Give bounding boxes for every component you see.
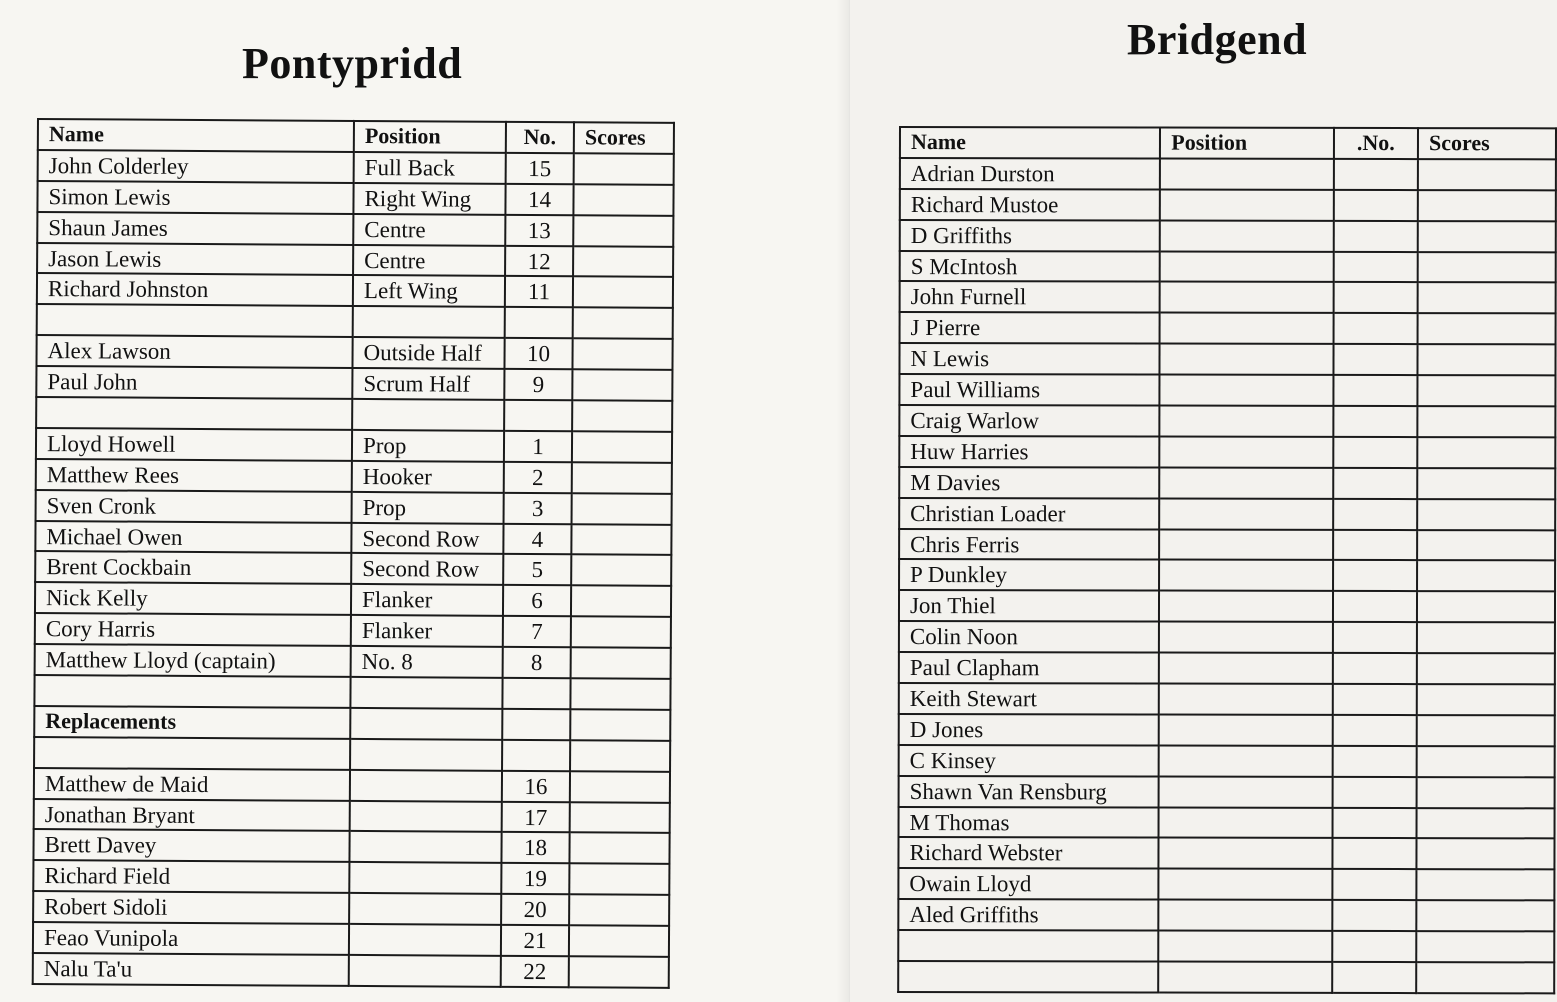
player-position — [349, 862, 501, 894]
player-scores — [1417, 746, 1555, 777]
player-position — [1159, 498, 1332, 529]
player-number — [1332, 900, 1417, 931]
player-number — [1332, 746, 1417, 777]
player-scores — [572, 369, 672, 401]
player-row — [898, 868, 1554, 900]
player-row — [899, 343, 1555, 375]
player-scores — [1416, 931, 1554, 962]
player-name: Feao Vunipola — [33, 922, 349, 955]
player-number: 13 — [505, 215, 573, 246]
header-row — [900, 127, 1556, 159]
player-row — [36, 335, 672, 370]
player-number: 22 — [501, 956, 569, 987]
player-position: Centre — [353, 244, 505, 276]
player-scores — [569, 833, 669, 865]
player-row — [900, 158, 1556, 190]
player-scores — [569, 925, 669, 957]
player-number — [1333, 375, 1418, 406]
player-scores — [1417, 839, 1555, 870]
player-position: Left Wing — [353, 275, 505, 307]
player-name: Paul Williams — [899, 374, 1159, 405]
player-position — [353, 306, 505, 338]
player-name: Richard Mustoe — [900, 189, 1160, 220]
player-number — [1332, 869, 1417, 900]
bridgend-title: Bridgend — [1127, 15, 1308, 64]
player-number: 10 — [504, 338, 572, 369]
player-position — [1159, 591, 1332, 622]
player-row — [37, 243, 673, 278]
player-scores — [1417, 653, 1555, 684]
player-name: Owain Lloyd — [898, 868, 1158, 899]
player-position — [1159, 684, 1332, 715]
player-row — [900, 251, 1556, 283]
player-name: Nick Kelly — [35, 582, 351, 615]
player-number — [1333, 591, 1418, 622]
number-header: No. — [506, 122, 574, 153]
player-number — [1332, 653, 1417, 684]
player-name: Robert Sidoli — [33, 891, 349, 924]
player-scores — [1416, 962, 1554, 993]
player-number — [1332, 808, 1417, 839]
player-name: Michael Owen — [35, 521, 351, 554]
player-position: Flanker — [351, 615, 503, 647]
player-scores — [1417, 777, 1555, 808]
player-row — [898, 837, 1554, 869]
player-position — [1160, 436, 1333, 467]
player-position — [1159, 560, 1332, 591]
player-number: 7 — [503, 616, 571, 647]
player-scores — [572, 493, 672, 525]
player-scores — [571, 555, 671, 587]
player-name: Colin Noon — [899, 621, 1159, 652]
player-position — [1159, 529, 1332, 560]
player-scores — [571, 524, 671, 556]
player-name: Christian Loader — [899, 498, 1159, 529]
player-row — [36, 366, 672, 401]
player-number — [1332, 777, 1417, 808]
player-position — [350, 677, 502, 709]
player-scores — [1418, 252, 1556, 283]
player-number — [1333, 344, 1418, 375]
player-scores — [1416, 869, 1554, 900]
player-number — [1333, 282, 1418, 313]
player-name: John Furnell — [900, 281, 1160, 312]
player-scores — [570, 740, 670, 772]
player-row — [899, 776, 1555, 808]
player-row — [899, 498, 1555, 530]
player-position: Right Wing — [353, 183, 505, 215]
player-row — [35, 551, 671, 586]
player-number — [1333, 221, 1418, 252]
player-row — [899, 745, 1555, 777]
player-name — [37, 304, 353, 337]
player-name: Jason Lewis — [37, 243, 353, 276]
player-number — [502, 709, 570, 740]
player-name: Alex Lawson — [36, 335, 352, 368]
player-number: 1 — [504, 431, 572, 462]
player-row — [35, 644, 671, 679]
player-scores — [573, 308, 673, 340]
player-name: Simon Lewis — [37, 181, 353, 214]
player-name: Nalu Ta'u — [33, 953, 349, 986]
player-number — [1332, 962, 1417, 993]
player-name: C Kinsey — [899, 745, 1159, 776]
player-position — [1159, 869, 1332, 900]
player-row — [899, 529, 1555, 561]
player-name: D Jones — [899, 714, 1159, 745]
player-scores — [1418, 159, 1556, 190]
player-row — [37, 273, 673, 308]
player-row — [36, 397, 672, 432]
player-number — [1332, 684, 1417, 715]
player-name: Aled Griffiths — [898, 899, 1158, 930]
player-number: 18 — [501, 832, 569, 863]
player-row — [33, 922, 669, 957]
player-name: Richard Field — [33, 860, 349, 893]
player-number — [1333, 529, 1418, 560]
player-number — [1333, 313, 1418, 344]
player-row — [34, 675, 670, 710]
player-number — [1333, 499, 1418, 530]
player-position: Prop — [352, 492, 504, 524]
player-position — [1160, 406, 1333, 437]
player-number: 14 — [505, 184, 573, 215]
player-row — [36, 459, 672, 494]
player-name: S McIntosh — [900, 251, 1160, 282]
player-position — [1159, 807, 1332, 838]
player-name: N Lewis — [899, 343, 1159, 374]
player-row — [899, 436, 1555, 468]
player-name: Matthew Rees — [36, 459, 352, 492]
player-scores — [569, 956, 669, 988]
player-row — [36, 428, 672, 463]
player-row — [35, 582, 671, 617]
player-number — [1333, 560, 1418, 591]
player-scores — [1418, 190, 1556, 221]
player-row — [36, 490, 672, 525]
player-name: Richard Webster — [898, 837, 1158, 868]
player-row — [33, 953, 669, 988]
player-number: 17 — [502, 801, 570, 832]
player-row — [898, 899, 1554, 931]
player-scores — [574, 153, 674, 185]
player-position — [349, 924, 501, 956]
player-row — [34, 706, 670, 741]
player-number — [1333, 190, 1418, 221]
player-position: Hooker — [352, 461, 504, 493]
player-position: Centre — [353, 214, 505, 246]
player-number — [502, 678, 570, 709]
player-name — [36, 397, 352, 430]
player-position: Prop — [352, 430, 504, 462]
player-position — [350, 708, 502, 740]
player-row — [33, 829, 669, 864]
player-scores — [570, 678, 670, 710]
player-position — [1160, 220, 1333, 251]
player-name: Matthew de Maid — [34, 768, 350, 801]
player-scores — [1417, 622, 1555, 653]
player-row — [34, 737, 670, 772]
player-name: Craig Warlow — [899, 405, 1159, 436]
player-scores — [1417, 561, 1555, 592]
player-position — [1160, 344, 1333, 375]
player-scores — [1417, 437, 1555, 468]
player-number — [1332, 838, 1417, 869]
player-row — [35, 613, 671, 648]
player-name: J Pierre — [900, 312, 1160, 343]
player-row — [898, 930, 1554, 962]
player-scores — [570, 709, 670, 741]
player-scores — [1418, 313, 1556, 344]
player-row — [899, 683, 1555, 715]
player-number — [502, 740, 570, 771]
player-position — [1160, 282, 1333, 313]
player-position — [350, 770, 502, 802]
player-number: 4 — [503, 523, 571, 554]
player-name: Jon Thiel — [899, 590, 1159, 621]
replacements-label: Replacements — [34, 706, 350, 739]
player-name: Shawn Van Rensburg — [899, 776, 1159, 807]
player-row — [899, 590, 1555, 622]
player-name: Paul John — [36, 366, 352, 399]
player-row — [899, 374, 1555, 406]
player-name: Brett Davey — [33, 829, 349, 862]
player-number — [505, 307, 573, 338]
player-position: Second Row — [351, 553, 503, 585]
player-number — [1333, 468, 1418, 499]
player-row — [38, 150, 674, 185]
player-position — [1160, 467, 1333, 498]
player-number: 9 — [504, 369, 572, 400]
player-number — [1333, 159, 1418, 190]
player-scores — [573, 184, 673, 216]
player-name: P Dunkley — [899, 559, 1159, 590]
player-number: 8 — [503, 647, 571, 678]
player-number — [1333, 437, 1418, 468]
player-position: Flanker — [351, 584, 503, 616]
player-name: D Griffiths — [900, 220, 1160, 251]
pontypridd-title: Pontypridd — [242, 39, 463, 88]
player-position: No. 8 — [351, 646, 503, 678]
position-header: Position — [1160, 128, 1333, 159]
scores-header: Scores — [574, 122, 674, 154]
player-scores — [572, 462, 672, 494]
name-header: Name — [900, 127, 1160, 158]
player-scores — [1417, 808, 1555, 839]
player-row — [34, 768, 670, 803]
player-scores — [1417, 530, 1555, 561]
player-position — [352, 399, 504, 431]
player-name: John Colderley — [38, 150, 354, 183]
player-name: Jonathan Bryant — [34, 799, 350, 832]
player-row — [37, 304, 673, 339]
player-scores — [1417, 406, 1555, 437]
player-name — [898, 961, 1158, 992]
player-scores — [571, 647, 671, 679]
player-position — [350, 801, 502, 833]
player-scores — [572, 400, 672, 432]
player-position — [1160, 313, 1333, 344]
player-number — [1332, 622, 1417, 653]
player-name — [34, 737, 350, 770]
player-position — [349, 955, 501, 987]
player-position — [1159, 622, 1332, 653]
player-name: Cory Harris — [35, 613, 351, 646]
player-row — [899, 467, 1555, 499]
player-name — [898, 930, 1158, 961]
player-position: Scrum Half — [352, 368, 504, 400]
player-row — [899, 807, 1555, 839]
player-scores — [1417, 684, 1555, 715]
player-name: Matthew Lloyd (captain) — [35, 644, 351, 677]
player-scores — [570, 802, 670, 834]
player-scores — [571, 617, 671, 649]
player-position: Second Row — [351, 523, 503, 555]
header-row — [38, 119, 674, 154]
player-number — [1333, 406, 1418, 437]
player-position — [1159, 931, 1332, 962]
player-scores — [1417, 591, 1555, 622]
player-scores — [572, 339, 672, 371]
right-page — [850, 0, 1557, 1002]
player-scores — [1416, 900, 1554, 931]
player-row — [37, 181, 673, 216]
player-position — [1160, 189, 1333, 220]
player-row — [899, 405, 1555, 437]
pontypridd-team-sheet — [32, 118, 675, 989]
player-row — [899, 652, 1555, 684]
player-scores — [1418, 221, 1556, 252]
player-row — [899, 621, 1555, 653]
player-number: 11 — [505, 276, 573, 307]
player-scores — [1417, 715, 1555, 746]
player-position: Outside Half — [352, 337, 504, 369]
player-row — [900, 220, 1556, 252]
player-position — [1159, 838, 1332, 869]
player-name: Keith Stewart — [899, 683, 1159, 714]
player-number — [1332, 931, 1417, 962]
player-row — [35, 521, 671, 556]
player-name: Brent Cockbain — [35, 551, 351, 584]
player-position — [1159, 962, 1332, 993]
player-name: Paul Clapham — [899, 652, 1159, 683]
player-row — [900, 189, 1556, 221]
player-scores — [569, 864, 669, 896]
player-number: 20 — [501, 894, 569, 925]
player-number: 3 — [504, 493, 572, 524]
player-scores — [1418, 344, 1556, 375]
player-position — [349, 831, 501, 863]
player-row — [34, 799, 670, 834]
player-number: 5 — [503, 554, 571, 585]
player-row — [37, 212, 673, 247]
player-number — [1333, 251, 1418, 282]
player-scores — [1417, 499, 1555, 530]
player-name — [34, 675, 350, 708]
player-name: Lloyd Howell — [36, 428, 352, 461]
player-row — [900, 312, 1556, 344]
player-scores — [572, 431, 672, 463]
player-name: M Davies — [899, 467, 1159, 498]
player-scores — [571, 586, 671, 618]
player-name: Adrian Durston — [900, 158, 1160, 189]
player-position — [1159, 900, 1332, 931]
player-position — [1159, 714, 1332, 745]
player-position — [1159, 776, 1332, 807]
player-number: 15 — [506, 153, 574, 184]
position-header: Position — [354, 121, 506, 153]
player-number — [504, 400, 572, 431]
player-row — [899, 559, 1555, 591]
player-row — [900, 281, 1556, 313]
player-position — [1159, 745, 1332, 776]
player-name: Richard Johnston — [37, 273, 353, 306]
player-row — [898, 961, 1554, 993]
player-scores — [569, 895, 669, 927]
bridgend-team-sheet — [897, 126, 1557, 994]
player-name: Shaun James — [37, 212, 353, 245]
player-position — [349, 893, 501, 925]
player-scores — [570, 771, 670, 803]
player-number: 12 — [505, 245, 573, 276]
player-position: Full Back — [354, 152, 506, 184]
scores-header: Scores — [1418, 128, 1556, 159]
player-scores — [1418, 375, 1556, 406]
player-name: Huw Harries — [899, 436, 1159, 467]
player-number: 6 — [503, 585, 571, 616]
player-position — [1159, 653, 1332, 684]
number-header: .No. — [1333, 128, 1418, 159]
player-scores — [573, 215, 673, 247]
player-number: 21 — [501, 925, 569, 956]
player-row — [33, 891, 669, 926]
player-position — [1160, 158, 1333, 189]
player-number — [1332, 715, 1417, 746]
player-row — [33, 860, 669, 895]
player-number: 19 — [501, 863, 569, 894]
player-name: Sven Cronk — [36, 490, 352, 523]
player-number: 2 — [504, 462, 572, 493]
player-position — [350, 739, 502, 771]
player-scores — [573, 246, 673, 278]
player-scores — [573, 277, 673, 309]
name-header: Name — [38, 119, 354, 152]
player-name: Chris Ferris — [899, 529, 1159, 560]
player-number: 16 — [502, 771, 570, 802]
player-position — [1160, 251, 1333, 282]
player-position — [1160, 375, 1333, 406]
player-name: M Thomas — [899, 807, 1159, 838]
player-scores — [1417, 468, 1555, 499]
player-row — [899, 714, 1555, 746]
player-scores — [1418, 283, 1556, 314]
